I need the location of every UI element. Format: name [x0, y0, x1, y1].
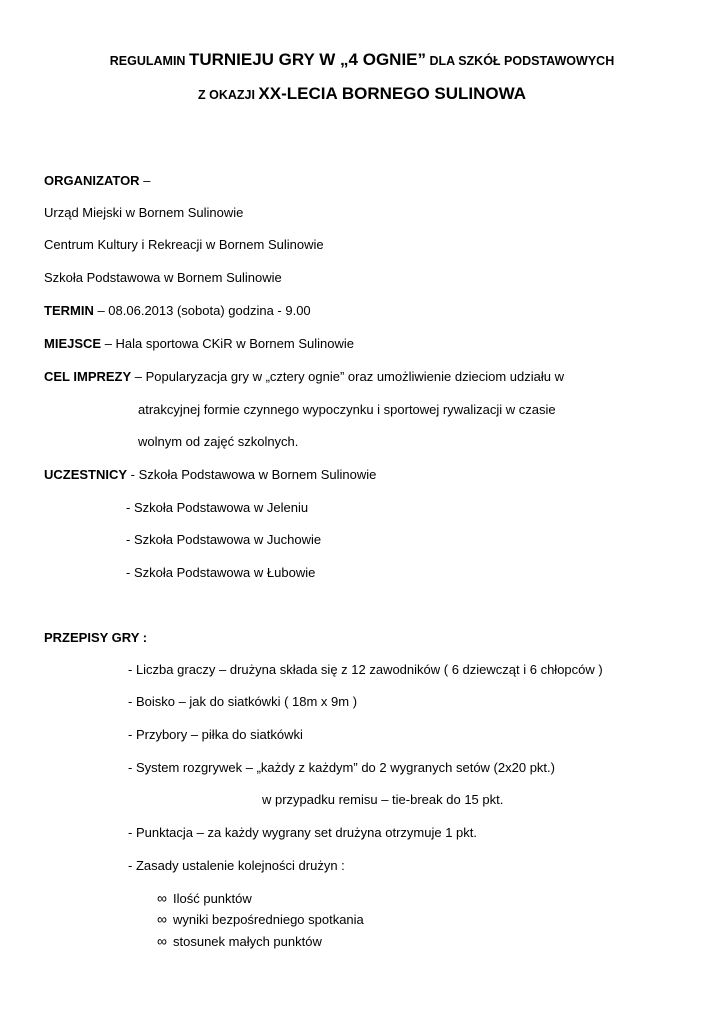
goal-line-1 [44, 369, 564, 385]
place-label: MIEJSCE [44, 336, 102, 351]
criteria-text: stosunek małych punktów [173, 934, 322, 949]
goal-line-2: atrakcyjnej formie czynnego wypoczynku i sportowej rywalizacji w czasie [138, 402, 556, 417]
infinity-bullet-icon: ∞ [157, 890, 167, 906]
rule-item-order: - Zasady ustalenie kolejności drużyn : [128, 858, 345, 873]
goal-line-3: wolnym od zajęć szkolnych. [138, 434, 299, 449]
title-suffix: DLA SZKÓŁ PODSTAWOWYCH [426, 54, 615, 68]
organizer-label: ORGANIZATOR [44, 173, 140, 188]
title-occasion: XX-LECIA BORNEGO SULINOWA [258, 84, 527, 103]
title-line-2 [0, 84, 724, 104]
term-value: – 08.06.2013 (sobota) godzina - 9.00 [93, 303, 311, 318]
title-line-1 [0, 50, 724, 70]
term-line [44, 303, 311, 319]
criteria-text: Ilość punktów [173, 891, 252, 906]
rule-item-field: - Boisko – jak do siatkówki ( 18m x 9m ) [128, 694, 358, 709]
participant-item: - Szkoła Podstawowa w Juchowie [126, 532, 322, 547]
infinity-bullet-icon: ∞ [157, 933, 167, 949]
goal-label: CEL IMPREZY [44, 369, 132, 384]
participant-item: - Szkoła Podstawowa w Łubowie [126, 565, 316, 580]
rules-heading: PRZEPISY GRY : [44, 630, 148, 645]
organizer-item: Szkoła Podstawowa w Bornem Sulinowie [44, 270, 282, 285]
organizer-item: Urząd Miejski w Bornem Sulinowie [44, 205, 244, 220]
criteria-text: wyniki bezpośredniego spotkania [173, 912, 364, 927]
rule-item-equipment: - Przybory – piłka do siatkówki [128, 727, 303, 742]
title-prefix: REGULAMIN [109, 54, 189, 68]
place-value: – Hala sportowa CKiR w Bornem Sulinowie [101, 336, 354, 351]
title-occasion-prefix: Z OKAZJI [197, 88, 259, 102]
organizer-item: Centrum Kultury i Rekreacji w Bornem Sulinowie [44, 237, 324, 252]
participants-label: UCZESTNICY [44, 467, 128, 482]
organizer-dash: – [139, 173, 151, 188]
criteria-item [157, 911, 364, 928]
participant-item: - Szkoła Podstawowa w Bornem Sulinowie [127, 467, 377, 482]
rule-item-system: - System rozgrywek – „każdy z każdym” do 2 wygranych setów (2x20 pkt.) [128, 760, 555, 775]
rule-item-players: - Liczba graczy – drużyna składa się z 12 zawodników ( 6 dziewcząt i 6 chłopców ) [128, 662, 603, 677]
term-label: TERMIN [44, 303, 94, 318]
criteria-item [157, 933, 322, 950]
infinity-bullet-icon: ∞ [157, 911, 167, 927]
title-main: TURNIEJU GRY W „4 OGNIE” [188, 50, 427, 69]
criteria-item [157, 890, 252, 907]
participant-item: - Szkoła Podstawowa w Jeleniu [126, 500, 309, 515]
rule-item-scoring: - Punktacja – za każdy wygrany set drużyna otrzymuje 1 pkt. [128, 825, 477, 840]
rule-item-tiebreak: w przypadku remisu – tie-break do 15 pkt. [262, 792, 504, 807]
place-line [44, 336, 354, 352]
participants-line-1 [44, 467, 376, 483]
organizer-heading [44, 173, 150, 189]
goal-text-1: – Popularyzacja gry w „cztery ognie” oraz umożliwienie dzieciom udziału w [131, 369, 564, 384]
